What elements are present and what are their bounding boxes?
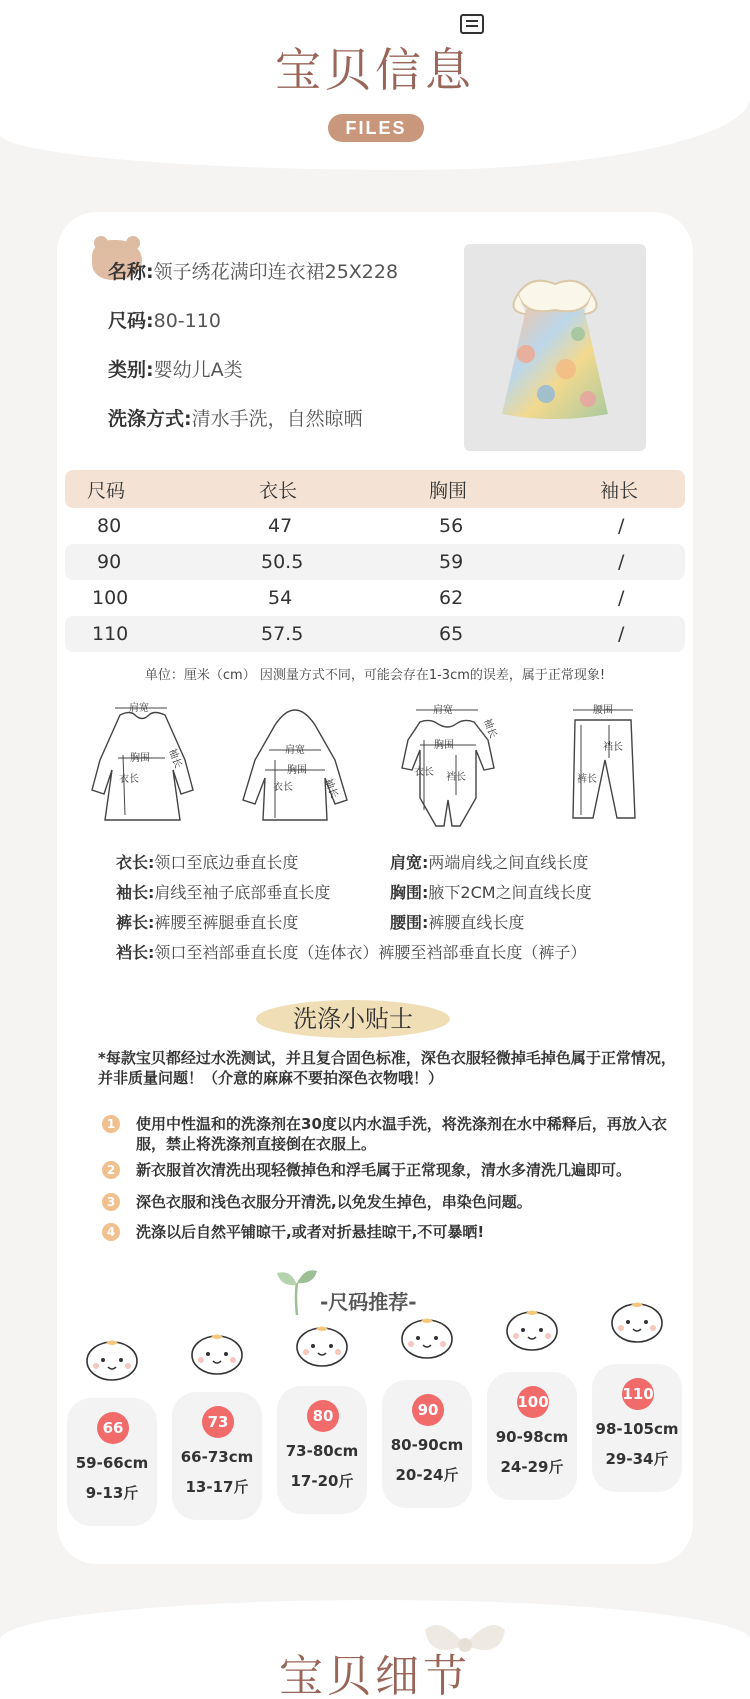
table-cell: / [618,623,625,645]
length-label: 衣长 [414,767,434,778]
table-cell: 50.5 [261,551,304,573]
table-cell: 56 [439,515,464,537]
length-label: 衣长 [273,782,293,793]
size-height: 98-105cm [595,1420,679,1438]
table-row [65,544,685,580]
shoulder-label: 肩宽 [285,745,305,756]
crotch-label: 裆长 [603,742,623,753]
size-weight: 29-34斤 [605,1450,669,1468]
size-card [382,1380,472,1508]
size-badge: 66 [97,1412,129,1444]
chest-label: 胸围 [287,765,307,776]
size-weight: 13-17斤 [185,1478,249,1496]
size-card [592,1364,682,1492]
sleeve-label: 袖长 [481,717,499,740]
crotch-label: 裆长 [446,772,466,783]
wash-tips-title: 洗涤小贴士 [256,1000,450,1038]
waist-label: 腰围 [593,705,613,716]
size-height: 73-80cm [285,1442,359,1460]
size-badge: 90 [412,1394,444,1426]
table-cell: 57.5 [261,623,304,645]
table-cell: 100 [92,587,129,609]
tip-text: 使用中性温和的洗涤剂在30度以内水温手洗，将洗涤剂在水中稀释后，再放入衣服，禁止将洗涤剂直接倒在衣服上。 [136,1115,667,1153]
info-value: 婴幼儿A类 [153,359,243,381]
size-weight: 17-20斤 [290,1472,354,1490]
column-header: 胸围 [429,479,468,502]
size-card [67,1398,157,1526]
baby-face-icon [189,1330,245,1376]
size-height: 90-98cm [495,1428,569,1446]
definition-item: 裆长:领口至裆部垂直长度（连体衣）裤腰至裆部垂直长度（裤子） [116,943,587,962]
info-value: 80-110 [153,310,221,332]
size-weight: 9-13斤 [85,1484,139,1502]
definition-item: 衣长:领口至底边垂直长度 [116,853,299,872]
size-height: 66-73cm [180,1448,254,1466]
baby-face-icon [294,1322,350,1368]
table-cell: 47 [268,515,293,537]
tip-number: 1 [102,1115,120,1133]
tip-text: 洗涤以后自然平铺晾干,或者对折悬挂晾干,不可暴晒! [136,1223,485,1241]
size-badge: 80 [307,1400,339,1432]
size-badge: 110 [622,1378,654,1410]
sleeve-label: 袖长 [322,777,340,800]
info-row-category [108,355,243,382]
table-cell: 59 [439,551,464,573]
table-cell: 110 [92,623,129,645]
page-title: 宝贝信息 [275,43,475,97]
size-height: 80-90cm [390,1436,464,1454]
length-label: 衣长 [119,774,139,785]
info-row-size [108,306,221,333]
table-cell: 90 [97,551,122,573]
tip-text: 深色衣服和浅色衣服分开清洗,以免发生掉色，串染色问题。 [136,1193,532,1211]
tip-text: 新衣服首次清洗出现轻微掉色和浮毛属于正常现象，清水多清洗几遍即可。 [136,1161,632,1179]
size-badge: 100 [517,1386,549,1418]
size-recommend-title: -尺码推荐- [320,1290,417,1314]
table-cell: / [618,551,625,573]
unit-note: 单位：厘米（cm） 因测量方式不同，可能会存在1-3cm的误差，属于正常现象! [144,668,606,683]
table-row [65,616,685,652]
table-row [65,508,685,544]
column-header: 衣长 [259,479,298,502]
info-label: 类别: [108,359,154,381]
column-header: 袖长 [600,479,639,502]
sprout-icon [275,1265,319,1317]
size-table [65,470,685,652]
info-label: 尺码: [108,310,154,332]
baby-face-icon [609,1298,665,1344]
table-cell: 54 [268,587,293,609]
tip-number: 2 [102,1161,120,1179]
definition-item: 袖长:肩线至袖子底部垂直长度 [116,883,331,902]
dress-measure-diagram [85,700,200,830]
info-row-name [108,257,398,284]
table-cell: 65 [439,623,464,645]
tip-item [104,1114,684,1154]
definition-item: 肩宽:两端肩线之间直线长度 [390,853,589,872]
table-cell: / [618,587,625,609]
baby-face-icon [84,1336,140,1382]
chest-label: 胸围 [434,740,454,751]
dress-image [496,274,614,424]
wash-notice: *每款宝贝都经过水洗测试，并且复合固色标准，深色衣服轻微掉毛掉色属于正常情况，并非质量问题！（介意的麻麻不要拍深色衣物哦！） [98,1049,676,1087]
pants-measure-diagram [565,700,645,830]
info-row-wash [108,404,363,431]
baby-face-icon [399,1314,455,1360]
table-cell: 62 [439,587,464,609]
table-cell: 80 [97,515,122,537]
hoodie-measure-diagram [235,700,355,830]
table-header-row [65,470,685,508]
tip-number: 3 [102,1193,120,1211]
table-cell: / [618,515,625,537]
size-weight: 24-29斤 [500,1458,564,1476]
info-value: 清水手洗，自然晾晒 [191,408,363,430]
shoulder-label: 肩宽 [129,703,149,714]
chest-label: 胸围 [130,753,150,764]
info-value: 领子绣花满印连衣裙25X228 [153,261,399,283]
romper-measure-diagram [390,700,510,830]
info-label: 名称: [108,261,154,283]
comment-icon[interactable] [460,14,484,34]
size-card [487,1372,577,1500]
details-title: 宝贝细节 [279,1651,471,1699]
column-header: 尺码 [87,479,126,502]
table-row [65,580,685,616]
size-height: 59-66cm [75,1454,149,1472]
tip-number: 4 [102,1223,120,1241]
shoulder-label: 肩宽 [433,705,453,716]
product-photo [464,244,646,451]
size-card [277,1386,367,1514]
baby-face-icon [504,1306,560,1352]
size-weight: 20-24斤 [395,1466,459,1484]
definition-item: 腰围:裤腰直线长度 [390,913,525,932]
definition-item: 胸围:腋下2CM之间直线长度 [390,883,592,902]
size-card [172,1392,262,1520]
size-badge: 73 [202,1406,234,1438]
info-label: 洗涤方式: [108,408,192,430]
files-badge: FILES [328,114,424,142]
sleeve-label: 袖长 [166,747,184,770]
definition-item: 裤长:裤腰至裤腿垂直长度 [116,913,299,932]
pants-length-label: 裤长 [577,774,597,785]
